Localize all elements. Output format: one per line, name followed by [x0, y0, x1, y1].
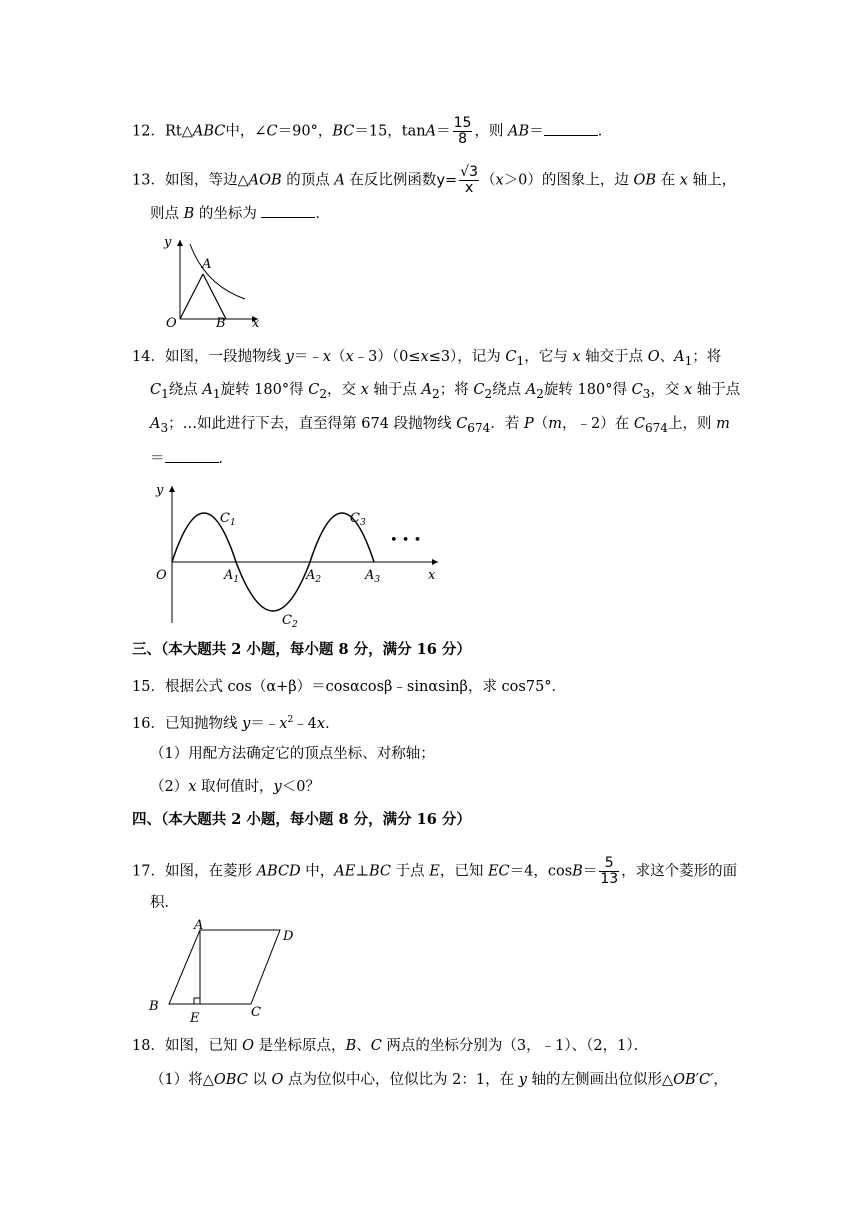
fig13-label-y: y — [164, 235, 172, 250]
fig14-label-a2: $A_2$ — [306, 568, 322, 585]
fig17-label-c: C — [251, 1005, 261, 1020]
question-14-line2: $C_1$绕点 $A_1$旋转 180°得 $C_2$，交 x 轴于点 $A_2$；将 $C_2$绕点 $A_2$旋转 180°得 $C_3$，交 x 轴于点 — [150, 382, 741, 401]
fig14-label-o: O — [156, 568, 167, 583]
fig14-label-y: y — [156, 483, 164, 498]
fraction-sqrt3-x: $\frac{√3}{x}$ — [460, 164, 478, 196]
fig13-label-x: x — [252, 316, 260, 330]
question-16: 16．已知抛物线 $y=﹣x^2﹣4x$． — [132, 715, 340, 732]
figure-13 — [160, 230, 270, 330]
fig14-label-c3: $C_3$ — [350, 511, 366, 528]
section-3-heading: 三、（本大题共 2 小题，每小题 8 分，满分 16 分） — [132, 641, 471, 658]
question-14-line3: $A_3$；…如此进行下去，直至得第 674 段抛物线 $C_{674}$．若 P（m，﹣2）在 $C_{674}$上，则 m — [150, 416, 730, 435]
fig14-label-a1: $A_1$ — [224, 568, 240, 585]
figure-14 — [150, 478, 450, 628]
figure-17 — [140, 918, 310, 1028]
answer-blank-13 — [261, 203, 315, 218]
question-13: 13．如图，等边△AOB 的顶点 A 在反比例函数y= $\frac{√3}{x}$ （x＞0）的图象上，边 OB 在 x 轴上， — [132, 164, 737, 196]
question-17-line2: 积． — [150, 895, 179, 911]
fig14-label-a3: $A_3$ — [365, 568, 381, 585]
fig17-label-a: A — [194, 918, 204, 933]
question-13-line2: 则点 B 的坐标为 ． — [150, 203, 330, 224]
answer-blank-12 — [544, 121, 598, 136]
fig14-dots: • • • — [390, 533, 422, 548]
answer-blank-14 — [165, 448, 219, 463]
fig17-label-b: B — [149, 999, 159, 1014]
fig17-label-d: D — [283, 929, 294, 944]
question-17: 17．如图，在菱形 ABCD 中，AE⊥BC 于点 E，已知 EC＝4，cosB＝ $\frac{5}{13}$ ，求这个菱形的面 — [132, 855, 738, 887]
question-12: 12．Rt△ABC中，∠C＝90°，BC＝15，tanA＝ $\frac{15}{8}$ ，则 AB＝ ． — [132, 115, 613, 147]
question-14-line4: ＝ ． — [150, 448, 233, 469]
fig13-label-a: A — [202, 257, 212, 272]
question-18: 18．如图，已知 O 是坐标原点，B、C 两点的坐标分别为（3，﹣1）、（2，1）． — [132, 1038, 649, 1054]
question-18-part1: （1）将△OBC 以 O 点为位似中心，位似比为 2：1，在 y 轴的左侧画出位似形△OB′C′， — [150, 1072, 728, 1088]
fig13-label-o: O — [166, 316, 177, 330]
question-16-part1: （1）用配方法确定它的顶点坐标、对称轴； — [150, 746, 435, 762]
fig14-label-x: x — [428, 568, 436, 583]
question-16-part2: （2）x 取何值时，y＜0？ — [150, 779, 320, 795]
question-14: 14．如图，一段抛物线 y＝﹣x（x﹣3）（0≤x≤3），记为 $C_1$，它与 x 轴交于点 O、$A_1$；将 — [132, 349, 722, 368]
fig13-label-b: B — [216, 316, 226, 330]
question-15: 15．根据公式 cos（α+β）＝cosαcosβ﹣sinαsinβ，求 cos75°． — [132, 679, 567, 695]
fig17-label-e: E — [190, 1011, 200, 1026]
fig14-label-c2: $C_2$ — [282, 613, 298, 628]
fraction-15-8: $\frac{15}{8}$ — [453, 115, 472, 147]
section-4-heading: 四、（本大题共 2 小题，每小题 8 分，满分 16 分） — [132, 811, 471, 828]
fig14-label-c1: $C_1$ — [220, 511, 236, 528]
fraction-5-13: $\frac{5}{13}$ — [600, 855, 619, 887]
